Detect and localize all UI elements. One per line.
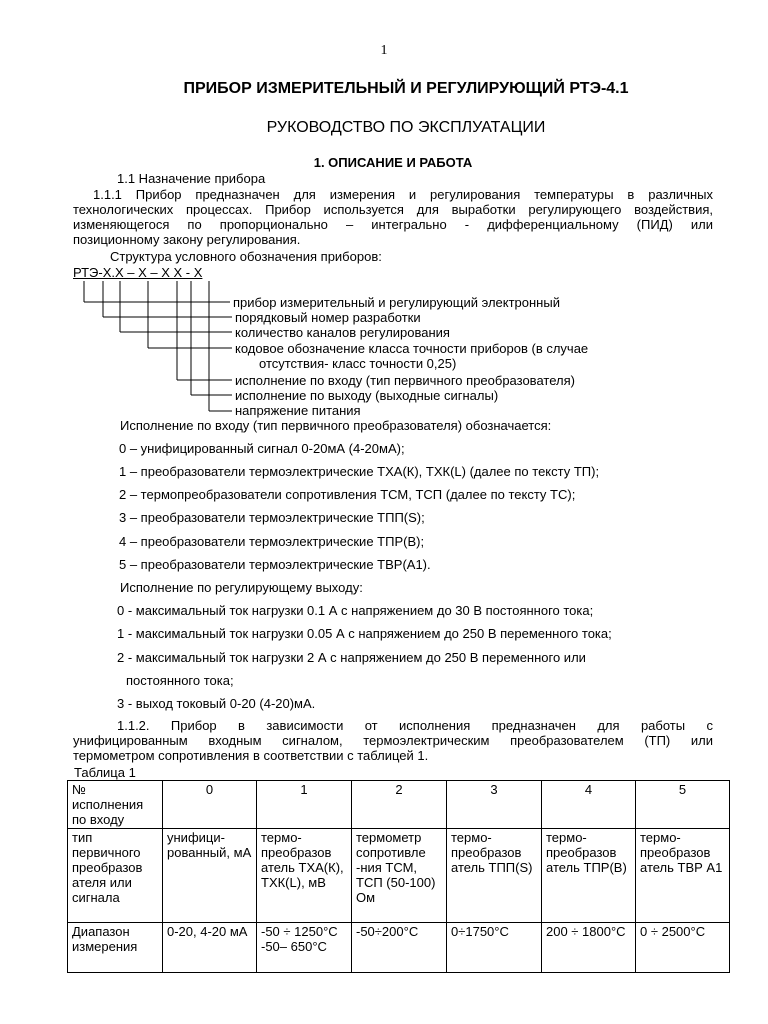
table-cell: термо-преобразов атель ТВР А1 xyxy=(636,829,730,923)
table-cell: термо-преобразов атель ТПР(В) xyxy=(542,829,636,923)
input-list-item: 0 – унифицированный сигнал 0-20мА (4-20мА); xyxy=(119,441,405,456)
para-line: термометром сопротивления в соответствии с таблицей 1. xyxy=(73,748,429,763)
code-string: РТЭ-Х.Х – Х – Х Х - Х xyxy=(73,265,203,280)
para-line: унифицированным входным сигналом, термоэлектрическим преобразователем (ТП) или xyxy=(73,733,713,748)
section-heading: 1. ОПИСАНИЕ И РАБОТА xyxy=(313,155,473,170)
table-cell: 0 xyxy=(163,781,257,829)
para-line: 1.1.1 Прибор предназначен для измерения и регулирования температуры в различных xyxy=(93,187,713,202)
table-cell: 0÷1750°С xyxy=(447,923,542,973)
table-cell: -50÷200°С xyxy=(352,923,447,973)
document-title: ПРИБОР ИЗМЕРИТЕЛЬНЫЙ И РЕГУЛИРУЮЩИЙ РТЭ-4.1 xyxy=(183,80,629,97)
para-line: изменяющегося по пропорционально – интегрально - дифференциальному (ПИД) или xyxy=(73,217,713,232)
output-list-item: 2 - максимальный ток нагрузки 2 А с напряжением до 250 В переменного или xyxy=(117,650,586,665)
table-cell: 0 ÷ 2500°С xyxy=(636,923,730,973)
document-subtitle: РУКОВОДСТВО ПО ЭКСПЛУАТАЦИИ xyxy=(266,119,546,136)
structure-label: Структура условного обозначения приборов: xyxy=(110,249,382,264)
tree-item: напряжение питания xyxy=(235,403,361,418)
table-cell: термометр сопротивле -ния ТСМ, ТСП (50-100) Ом xyxy=(352,829,447,923)
input-list-item: 4 – преобразователи термоэлектрические ТПР(В); xyxy=(119,534,425,549)
table-cell: 200 ÷ 1800°С xyxy=(542,923,636,973)
tree-item: исполнение по выходу (выходные сигналы) xyxy=(235,388,499,403)
table-cell: унифици-рованный, мА xyxy=(163,829,257,923)
para-line: позиционному закону регулирования. xyxy=(73,232,301,247)
output-list-item: 3 - выход токовый 0-20 (4-20)мА. xyxy=(117,696,316,711)
page-number: 1 xyxy=(380,43,388,58)
table-cell: 5 xyxy=(636,781,730,829)
table-1 xyxy=(67,780,730,973)
table-cell: 2 xyxy=(352,781,447,829)
para-line: технологических процессах. Прибор используется для выработки регулирующего воздействия, xyxy=(73,202,713,217)
paragraph-1-1-2 xyxy=(73,718,713,763)
table-cell: тип первичного преобразов ателя или сигнала xyxy=(68,829,163,923)
subsection-heading: 1.1 Назначение прибора xyxy=(117,171,266,186)
output-list-item: постоянного тока; xyxy=(126,673,234,688)
tree-item: исполнение по входу (тип первичного преобразователя) xyxy=(235,373,575,388)
table-cell: 4 xyxy=(542,781,636,829)
output-intro: Исполнение по регулирующему выходу: xyxy=(120,580,363,595)
tree-item: порядковый номер разработки xyxy=(235,310,421,325)
table-row xyxy=(68,781,730,829)
tree-item: количество каналов регулирования xyxy=(235,325,450,340)
input-list-item: 5 – преобразователи термоэлектрические ТВР(А1). xyxy=(119,557,431,572)
table-cell: 3 xyxy=(447,781,542,829)
tree-item: прибор измерительный и регулирующий электронный xyxy=(233,295,560,310)
table-cell: термо-преобразов атель ТХА(К), ТХК(L), мВ xyxy=(257,829,352,923)
output-list-item: 1 - максимальный ток нагрузки 0.05 А с напряжением до 250 В переменного тока; xyxy=(117,626,612,641)
table-caption: Таблица 1 xyxy=(74,765,136,780)
para-line: 1.1.2. Прибор в зависимости от исполнения предназначен для работы с xyxy=(117,718,713,733)
tree-item: кодовое обозначение класса точности приборов (в случае xyxy=(235,341,589,356)
table-cell: -50 ÷ 1250°С -50– 650°С xyxy=(257,923,352,973)
input-list-item: 1 – преобразователи термоэлектрические ТХА(К), ТХК(L) (далее по тексту ТП); xyxy=(119,464,600,479)
output-list-item: 0 - максимальный ток нагрузки 0.1 А с напряжением до 30 В постоянного тока; xyxy=(117,603,594,618)
input-list-item: 2 – термопреобразователи сопротивления ТСМ, ТСП (далее по тексту ТС); xyxy=(119,487,576,502)
input-intro: Исполнение по входу (тип первичного преобразователя) обозначается: xyxy=(120,418,552,433)
tree-item: отсутствия- класс точности 0,25) xyxy=(259,356,457,371)
table-cell: термо-преобразов атель ТПП(S) xyxy=(447,829,542,923)
table-cell: 1 xyxy=(257,781,352,829)
table-row xyxy=(68,829,730,923)
table-cell: 0-20, 4-20 мА xyxy=(163,923,257,973)
table-row xyxy=(68,923,730,973)
table-cell: Диапазон измерения xyxy=(68,923,163,973)
table-cell: № исполнения по входу xyxy=(68,781,163,829)
input-list-item: 3 – преобразователи термоэлектрические ТПП(S); xyxy=(119,510,425,525)
